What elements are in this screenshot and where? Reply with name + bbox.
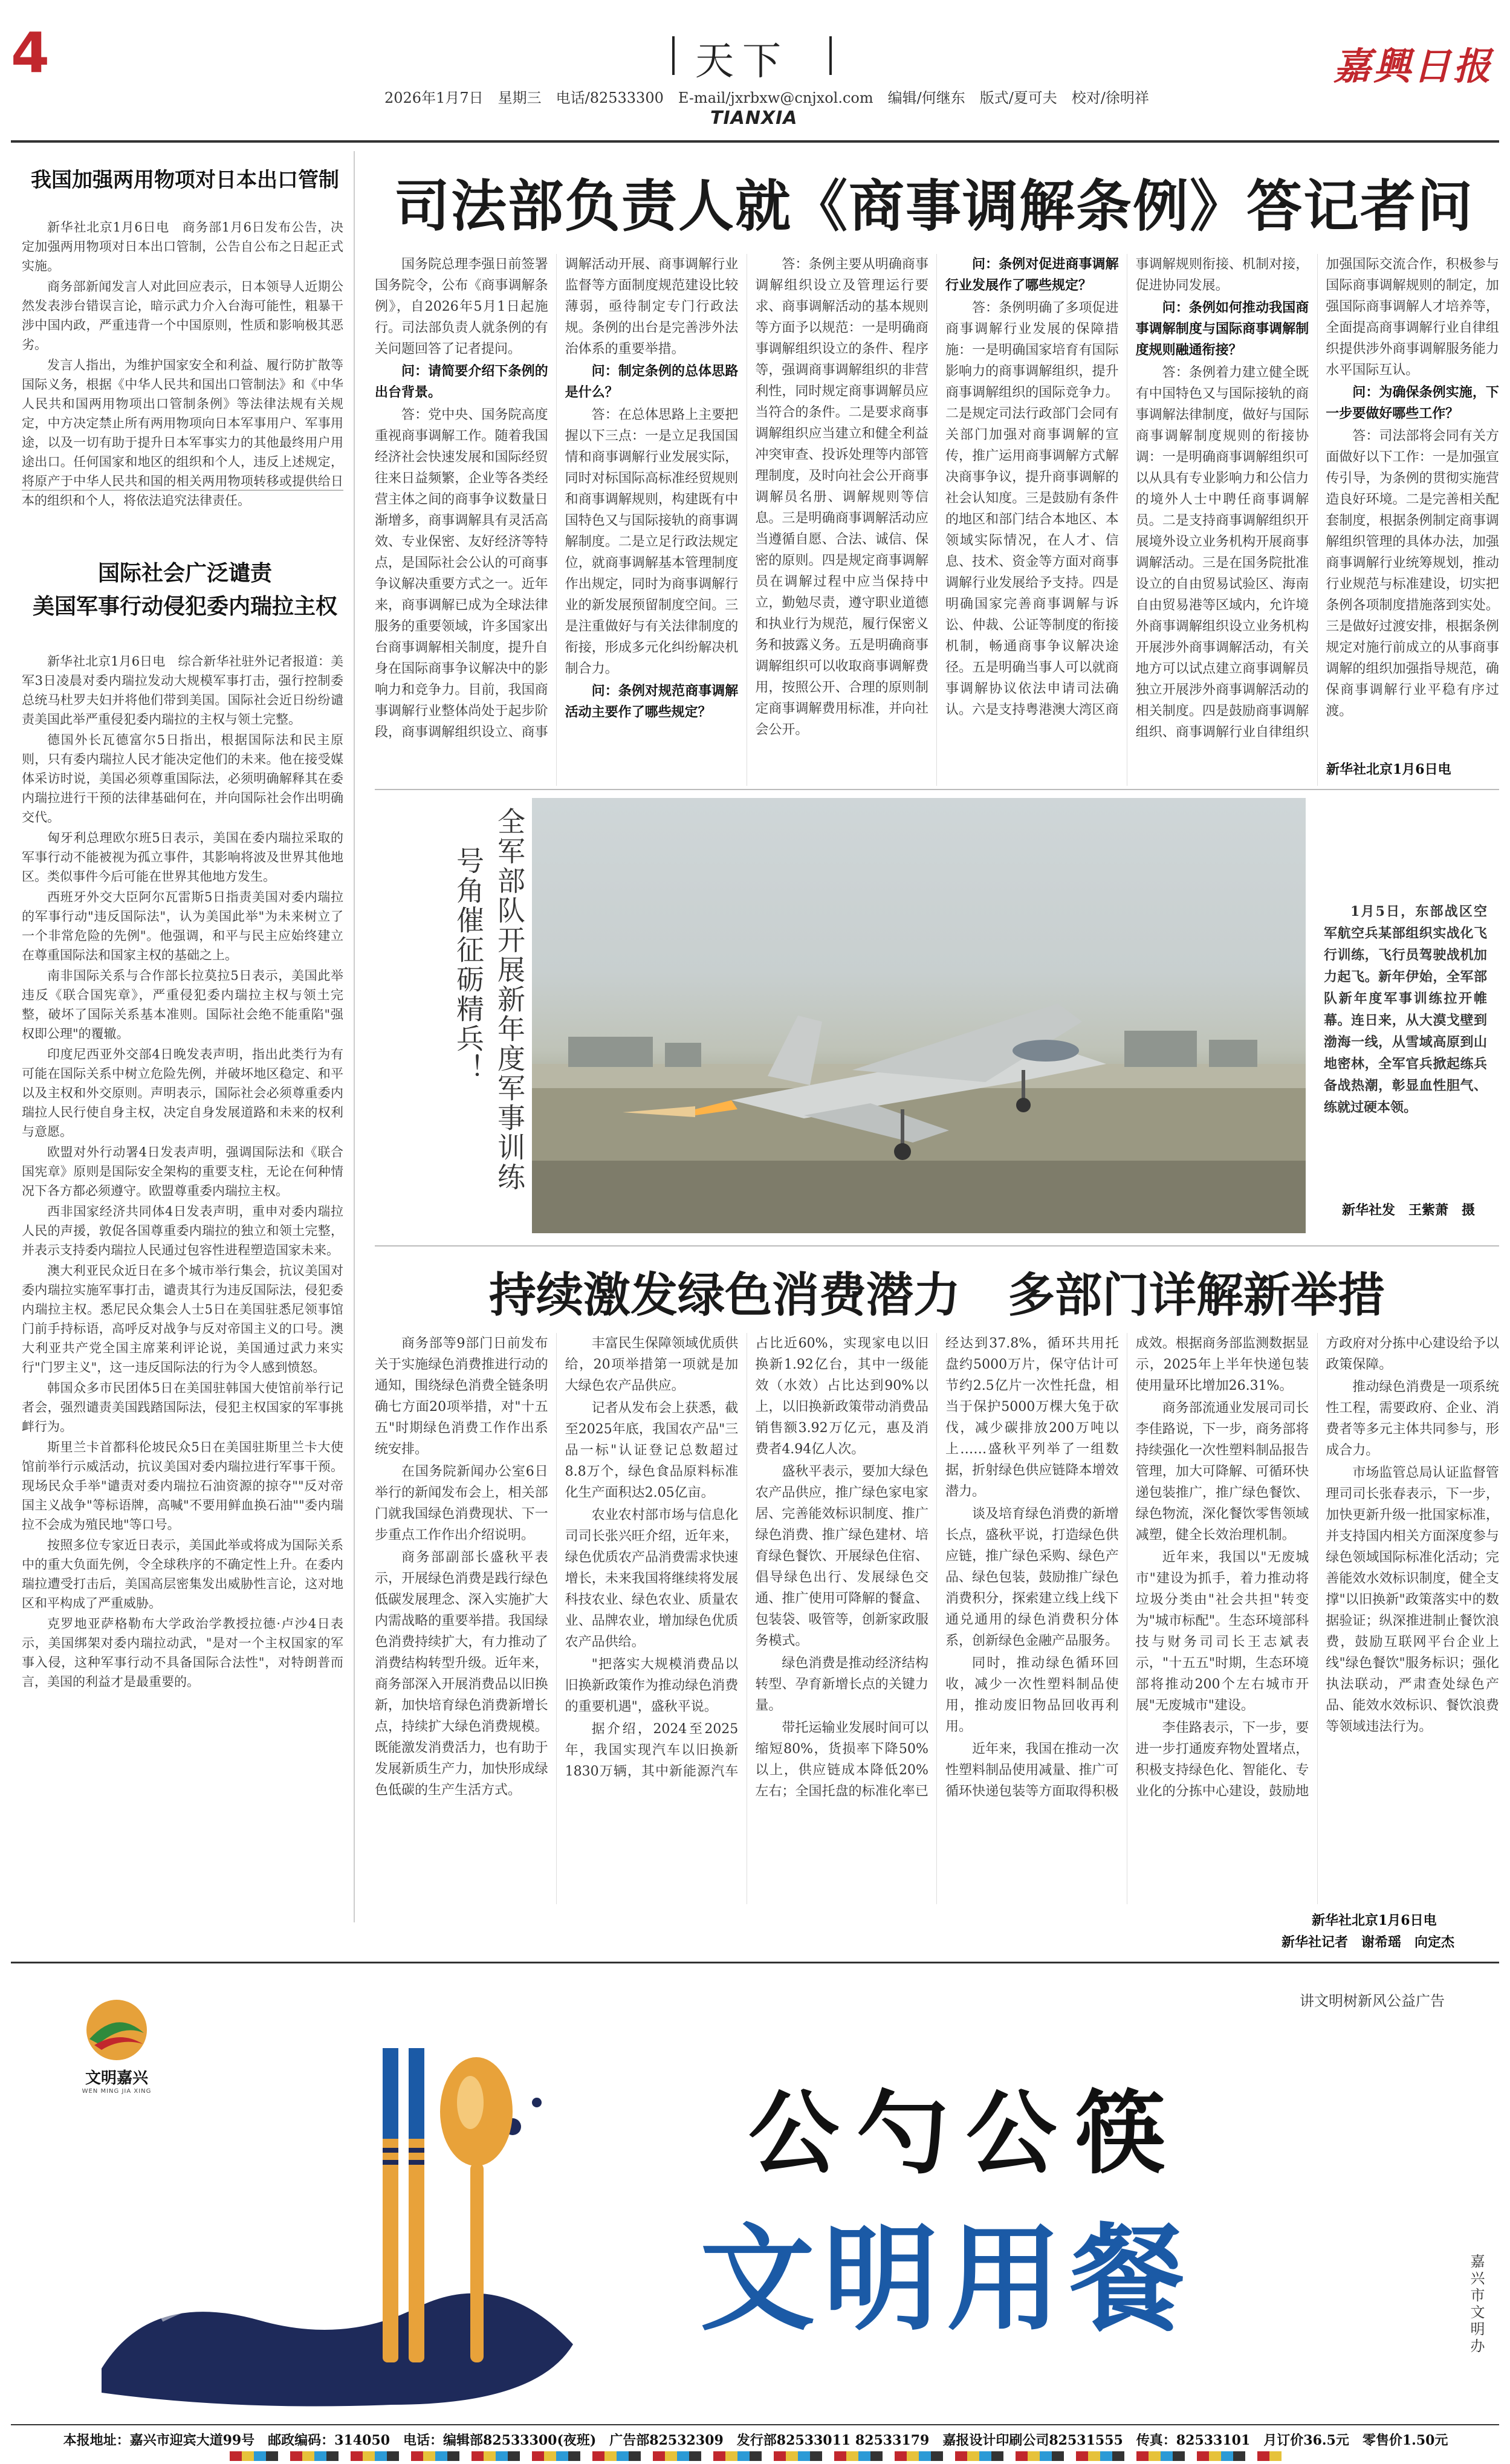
article-venezuela-title-line2: 美国军事行动侵犯委内瑞拉主权 <box>32 594 337 619</box>
ad-top-rule <box>11 1962 1499 1963</box>
second-article-title: 持续激发绿色消费潜力 多部门详解新举措 <box>488 1268 1385 1323</box>
photo-credit: 新华社发 王紫萧 摄 <box>1342 1202 1476 1218</box>
question: 问：条例对促进商事调解行业发展作了哪些规定？ <box>945 256 1119 293</box>
paragraph: 印度尼西亚外交部4日晚发表声明，指出此类行为有可能在国际关系中树立危险先例，并破坏地区稳定、和平以及主权和外交原则。声明表示，国际社会必须尊重委内瑞拉人民行使自身主权，决定自身发展道路和未来的权利与意愿。 <box>22 1047 343 1139</box>
paragraph: 西非国家经济共同体4日发表声明，重申对委内瑞拉人民的声援，敦促各国尊重委内瑞拉的独立和领土完整，并表示支持委内瑞拉人民通过包容性进程塑造国家未来。 <box>22 1204 343 1257</box>
paragraph: 南非国际关系与合作部长拉莫拉5日表示，美国此举违反《联合国宪章》，严重侵犯委内瑞拉主权与领土完整，破坏了国际关系基本准则。国际社会绝不能重陷"强权即公理"的覆辙。 <box>22 968 343 1041</box>
paragraph: 丰富民生保障领域优质供给，20项举措第一项就是加大绿色农产品供应。 <box>565 1336 739 1393</box>
left-column-divider <box>354 151 355 1922</box>
question: 问：条例对规范商事调解活动主要作了哪些规定？ <box>565 683 739 720</box>
paragraph: 韩国众多市民团体5日在美国驻韩国大使馆前举行记者会，强烈谴责美国践踏国际法，侵犯主权国家的军事挑衅行为。 <box>22 1381 343 1434</box>
paragraph: 克罗地亚萨格勒布大学政治学教授拉德·卢沙4日表示，美国绑架对委内瑞拉动武，"是对一个主权国家的军事入侵，这种军事行动不具备国际合法性"，对特朗普而言，美国的利益才是最重要的。 <box>22 1616 343 1689</box>
paragraph: 答：条例明确了多项促进商事调解行业发展的保障措施：一是明确国家培育有国际影响力的商事调解组织，提升商事调解组织的国际竞争力。二是规定司法行政部门会同有关部门加强对商事调解的宣传，推广运用商事调解方式解决商事争议，提升商事调解的社会认知度。三是鼓励有条件的地区和部门结合本地区、本领域实际情况，在人才、信息、技术、资金等方面对商事调解行业发展给予支持。四是明确国家完善商事调解与诉讼、仲裁、公证等制度的衔接机制，畅通商事争议解决途径。五是明确当事人可以就商事调解协议依法申请司法确认。六是支持粤港澳大湾区商事调解规则衔接、机制对接，促进协同发展。 <box>945 257 1309 718</box>
paragraph: 按照多位专家近日表示，美国此举或将成为国际关系中的重大负面先例，令全球秩序的不确定性上升。在委内瑞拉遭受打击后，美国高层密集发出威胁性言论，这对地区和平构成了严重威胁。 <box>22 1538 343 1610</box>
paragraph: 商务部新闻发言人对此回应表示，日本领导人近期公然发表涉台错误言论，暗示武力介入台海可能性，粗暴干涉中国内政，严重违背一个中国原则，性质和影响极其恶劣。 <box>22 279 343 352</box>
paragraph: 匈牙利总理欧尔班5日表示，美国在委内瑞拉采取的军事行动不能被视为孤立事件，其影响将波及世界其他地区。类似事件今后可能在世界其他地方发生。 <box>22 831 343 884</box>
left-article-divider <box>22 490 343 491</box>
ad-sponsor: 嘉兴市文明办 <box>1468 2254 1485 2355</box>
jet-photo <box>532 798 1306 1233</box>
paragraph: 绿色消费是推动经济结构转型、孕育新增长点的关键力量。 <box>755 1656 928 1713</box>
section-pinyin: TIANXIA <box>710 108 798 129</box>
paragraph: 市场监管总局认证监督管理司司长张春表示，下一步，加快更新升级一批国家标准，并支持国内相关方面深度参与绿色领域国际标准化活动；完善能效水效标识制度，健全支撑"以旧换新"政策落实中的数据验证；纵深推进制止餐饮浪费，鼓励互联网平台企业上线"绿色餐饮"服务标识；强化执法联动，严肃查处绿色产品、能效水效标识、餐饮浪费等领域违法行为。 <box>1326 1465 1499 1734</box>
paragraph: 西班牙外交大臣阿尔瓦雷斯5日指责美国对委内瑞拉的军事行动"违反国际法"，认为美国此举"为未来树立了一个非常危险的先例"。他强调，和平与民主应始终建立在尊重国际法和国家主权的基础之上。 <box>22 890 343 962</box>
paragraph: 在国务院新闻办公室6日举行的新闻发布会上，相关部门就我国绿色消费现状、下一步重点工作作出介绍说明。 <box>375 1464 548 1543</box>
article-venezuela-title-line1: 国际社会广泛谴责 <box>97 560 272 586</box>
paragraph: 欧盟对外行动署4日发表声明，强调国际法和《联合国宪章》原则是国际安全架构的重要支柱，无论在何种情况下各方都必须遵守。欧盟尊重委内瑞拉主权。 <box>22 1145 343 1198</box>
paragraph: 答：在总体思路上主要把握以下三点：一是立足我国国情和商事调解行业发展实际，同时对标国际高标准经贸规则和商事调解规则，构建既有中国特色又与国际接轨的商事调解制度。二是立足行政法规定位，就商事调解基本管理制度作出规定，同时为商事调解行业的新发展预留制度空间。三是注重做好与有关法律制度的衔接，形成多元化纠纷解决机制合力。 <box>565 407 739 676</box>
paragraph: 商务部流通业发展司司长李佳路说，下一步，商务部将持续强化一次性塑料制品报告管理，加大可降解、可循环快递包装推广，推广绿色餐饮、绿色物流，深化餐饮零售领域减塑，健全长效治理机制。 <box>1135 1401 1309 1543</box>
question: 问：制定条例的总体思路是什么？ <box>565 363 739 400</box>
footer-rule <box>11 2424 1499 2425</box>
paragraph: 记者从发布会上获悉，截至2025年底，我国农产品"三品一标"认证登记总数超过8.8万个，绿色食品原料标准化生产面积达2.05亿亩。 <box>565 1401 739 1500</box>
color-registration-bar <box>230 2451 1282 2461</box>
paragraph: 发言人指出，为维护国家安全和利益、履行防扩散等国际义务，根据《中华人民共和国出口管制法》和《中华人民共和国两用物项出口管制条例》等法律法规有关规定，中方决定禁止所有两用物项向日本军事用户、军事用途，以及一切有助于提升日本军事实力的其他最终用户用途出口。任何国家和地区的组织和个人，违反上述规定，将原产于中华人民共和国的相关两用物项转移或提供给日本的组织和个人，将依法追究法律责任。 <box>22 358 343 508</box>
main-article-body <box>375 254 1499 786</box>
section-title: 天下 <box>695 39 789 84</box>
photo-bottom-rule <box>375 1245 1499 1247</box>
photo-title-line2: 号角催征砺精兵！ <box>452 846 485 1083</box>
article-venezuela-body <box>22 652 343 1921</box>
question: 问：为确保条例实施，下一步要做好哪些工作？ <box>1326 384 1499 421</box>
paragraph: 新华社北京1月6日电 综合新华社驻外记者报道：美军3日凌晨对委内瑞拉发动大规模军事打击，强行控制委总统马杜罗夫妇并将他们带到美国。国际社会近日纷纷谴责美国此举严重侵犯委内瑞拉的主权与领土完整。 <box>22 654 343 727</box>
paragraph: 答：党中央、国务院高度重视商事调解工作。随着我国经济社会快速发展和国际经贸往来日益频繁，企业等各类经营主体之间的商事争议数量日渐增多，商事调解具有灵活高效、专业保密、友好经济等特点，是国际社会公认的可商事争议解决重要方式之一。近年来，商事调解已成为全球法律服务的重要领域，许多国家出台商事调解相关制度，提升自身在国际商事争议解决中的影响力和竞争力。目前，我国商事调解行业整体尚处于起步阶段，商事调解组织设立、商事调解活动开展、商事调解行业监督等方面制度规范建设比较薄弱，亟待制定专门行政法规。条例的出台是完善涉外法治体系的重要举措。 <box>375 257 739 740</box>
paragraph: 农业农村部市场与信息化司司长张兴旺介绍，近年来，绿色优质农产品消费需求快速增长，未来我国将继续将发展科技农业、绿色农业、质量农业、品牌农业，增加绿色优质农产品供给。 <box>565 1508 739 1650</box>
main-article-byline: 新华社北京1月6日电 <box>1324 759 1454 778</box>
second-article-byline1: 新华社北京1月6日电 <box>1312 1910 1437 1929</box>
footer-info: 本报地址：嘉兴市迎宾大道99号 邮政编码：314050 电话：编辑部82533300(夜班) 广告部82532309 发行部82533011 82533179 嘉报设计印刷公司82531555 传真：82533101 月订价36.5元 零售价1.50元 <box>63 2433 1448 2448</box>
paragraph: 新华社北京1月6日电 商务部1月6日发布公告，决定加强两用物项对日本出口管制，公告自公布之日起正式实施。 <box>22 220 343 273</box>
page-number: 4 <box>11 21 50 85</box>
ad-tag: 讲文明树新风公益广告 <box>1300 1992 1445 2009</box>
paragraph: 推动绿色消费是一项系统性工程，需要政府、企业、消费者等多元主体共同参与，形成合力。 <box>1326 1380 1499 1458</box>
paragraph: 谈及培育绿色消费的新增长点，盛秋平说，打造绿色供应链，推广绿色采购、绿色产品、绿色包装，鼓励推广绿色消费积分，探索建立线上线下通兑通用的绿色消费积分体系，创新绿色金融产品服务。 <box>945 1506 1119 1649</box>
paragraph: 答：条例着力建立健全既有中国特色又与国际接轨的商事调解法律制度，做好与国际商事调解制度规则的衔接协调：一是明确商事调解组织可以从具有专业影响力和公信力的境外人士中聘任商事调解员。二是支持商事调解组织开展境外设立业务机构开展商事调解活动。三是在国务院批准设立的自由贸易试验区、海南自由贸易港等区域内，允许境外商事调解组织设立业务机构开展涉外商事调解活动，有关地方可以试点建立商事调解员独立开展涉外商事调解活动的相关制度。四是鼓励商事调解组织、商事调解行业自律组织加强国际交流合作，积极参与国际商事调解规则的制定，加强国际商事调解人才培养等，全面提高商事调解行业自律组织提供涉外商事调解服务能力水平国际互认。 <box>1135 257 1499 740</box>
paragraph: 澳大利亚民众近日在多个城市举行集会，抗议美国对委内瑞拉实施军事打击，谴责其行为违反国际法，侵犯委内瑞拉主权。悉尼民众集会人士5日在美国驻悉尼领事馆门前手持标语，高呼反对战争与反对帝国主义的口号。澳大利亚共产党全国主席莱利评论说，美国通过武力来实行"门罗主义"，这一违反国际法的行为令人感到愤怒。 <box>22 1263 343 1375</box>
paragraph: 李佳路表示，下一步，要进一步打通废弃物处置堵点，积极支持绿色化、智能化、专业化的分拣中心建设，鼓励地方政府对分拣中心建设给予以政策保障。 <box>1135 1336 1499 1799</box>
question: 问：条例如何推动我国商事调解制度与国际商事调解制度规则融通衔接？ <box>1135 300 1309 358</box>
ad-logo-pinyin: WEN MING JIA XING <box>82 2088 152 2095</box>
chopsticks-spoon-illustration <box>77 2006 621 2417</box>
ad-slogan-2: 文明用餐 <box>700 2213 1194 2346</box>
paragraph: 同时，推动绿色循环回收，减少一次性塑料制品使用，推动废旧物品回收再利用。 <box>945 1656 1119 1734</box>
paragraph: "把落实大规模消费品以旧换新政策作为推动绿色消费的重要机遇"，盛秋平说。 <box>565 1657 739 1714</box>
paragraph: 带托运输业发展时间可以缩短80%，货损率下降50%以上，供应链成本降低20%左右；全国托盘的标准化率已经达到37.8%，循环共用托盘约5000万片，保守估计可节约2.5亿片一次性托盘，相当于保护5000万棵大兔于砍伐，减少碳排放200万吨以上……盛秋平列举了一组数据，折射绿色供应链降本增效潜力。 <box>755 1336 1119 1799</box>
paragraph: 斯里兰卡首都科伦坡民众5日在美国驻斯里兰卡大使馆前举行示威活动，抗议美国对委内瑞拉进行军事干预。现场民众手举"谴责对委内瑞拉石油资源的掠夺""反对帝国主义战争"等标语牌，高喊"不要用鲜血换石油""委内瑞拉不会成为殖民地"等口号。 <box>22 1440 343 1532</box>
second-article-body <box>375 1333 1499 1904</box>
ad-banner <box>11 1970 1499 2420</box>
section-divider-left <box>672 36 675 75</box>
main-article-title: 司法部负责人就《商事调解条例》答记者问 <box>394 173 1474 239</box>
paragraph: 盛秋平表示，要加大绿色农产品供应，推广绿色家电家居、完善能效标识制度、推广绿色消费、推广绿色建材、培育绿色餐饮、开展绿色住宿、倡导绿色出行、发展绿色交通、推广使用可降解的餐盒、包装袋、吸管等，创新家政服务模式。 <box>755 1464 928 1649</box>
article-export-control-body <box>22 218 343 508</box>
newspaper-logo: 嘉興日报 <box>1333 44 1494 88</box>
paragraph: 近年来，我国在推动一次性塑料制品使用减量、推广可循环快递包装等方面取得积极成效。根据商务部监测数据显示，2025年上半年快递包装使用量环比增加26.31%。 <box>945 1336 1309 1799</box>
paragraph: 国务院总理李强日前签署国务院令，公布《商事调解条例》，自2026年5月1日起施行。司法部负责人就条例的有关问题回答了记者提问。 <box>375 257 548 357</box>
question: 问：请简要介绍下条例的出台背景。 <box>375 363 548 400</box>
photo-caption: 1月5日，东部战区空军航空兵某部组织实战化飞行训练，飞行员驾驶战机加力起飞。新年伊始，全军部队新年度军事训练拉开帷幕。连日来，从大漠戈壁到渤海一线，从雪域高原到山地密林，全军官兵掀起练兵备战热潮，彰显血性胆气、练就过硬本领。 <box>1324 904 1487 1115</box>
second-article-byline2: 新华社记者 谢希瑶 向定杰 <box>1282 1932 1454 1951</box>
paragraph: 答：司法部将会同有关方面做好以下工作：一是加强宣传引导，为条例的贯彻实施营造良好环境。二是完善相关配套制度，根据条例制定商事调解组织管理的具体办法，加强商事调解行业统筹规划，推动行业规范与标准建设，切实把条例各项制度措施落到实处。三是做好过渡安排，根据条例规定对施行前成立的从事商事调解的组织加强指导规范，确保商事调解行业平稳有序过渡。 <box>1326 429 1499 719</box>
paragraph: 近年来，我国以"无废城市"建设为抓手，着力推动将垃圾分类由"社会共担"转变为"城市标配"。生态环境部科技与财务司司长王志斌表示，"十五五"时期，生态环境部将推动200个左右城市开展"无废城市"建设。 <box>1135 1550 1309 1713</box>
photo-top-rule <box>375 789 1499 790</box>
masthead-rule <box>11 140 1499 143</box>
paragraph: 据介绍，2024至2025年，我国实现汽车以旧换新1830万辆，其中新能源汽车占比近60%，实现家电以旧换新1.92亿台，其中一级能效（水效）占比达到90%以上，以旧换新政策带动消费品销售额3.92万亿元，惠及消费者4.94亿人次。 <box>565 1336 928 1779</box>
masthead-info: 2026年1月7日 星期三 电话/82533300 E-mail/jxrbxw@cnjxol.com 编辑/何继东 版式/夏可夫 校对/徐明祥 <box>384 89 1149 106</box>
section-divider-right <box>829 36 832 75</box>
paragraph: 商务部副部长盛秋平表示，开展绿色消费是践行绿色低碳发展理念、深入实施扩大内需战略的重要举措。我国绿色消费持续扩大，有力推动了消费结构转型升级。近年来，商务部深入开展消费品以旧换新，加快培育绿色消费新增长点，持续扩大绿色消费规模。既能激发消费活力，也有助于发展新质生产力，加快形成绿色低碳的生产生活方式。 <box>375 1550 548 1798</box>
ad-slogan-1: 公勺公筷 <box>748 2081 1184 2187</box>
article-export-control-title: 我国加强两用物项对日本出口管制 <box>31 168 339 192</box>
paragraph: 商务部等9部门日前发布关于实施绿色消费推进行动的通知，围绕绿色消费全链条明确七方面20项举措，对"十五五"时期绿色消费工作作出系统安排。 <box>375 1336 548 1457</box>
ad-logo-text: 文明嘉兴 <box>85 2069 148 2087</box>
paragraph: 答：条例主要从明确商事调解组织设立及管理运行要求、商事调解活动的基本规则等方面予以规范：一是明确商事调解组织设立的条件、程序等，强调商事调解组织的非营利性，同时规定商事调解员应当符合的条件。二是要求商事调解组织应当建立和健全利益冲突审查、投诉处理等内部管理制度，及时向社会公开商事调解员名册、调解规则等信息。三是明确商事调解活动应当遵循自愿、合法、诚信、保密的原则。四是规定商事调解员在调解过程中应当保持中立，勤勉尽责，遵守职业道德和执业行为规范，履行保密义务和披露义务。五是明确商事调解组织可以收取商事调解费用，按照公开、合理的原则制定商事调解费用标准，并向社会公开。 <box>755 257 928 738</box>
fighter-jet-illustration <box>532 798 1306 1233</box>
paragraph: 德国外长瓦德富尔5日指出，根据国际法和民主原则，只有委内瑞拉人民才能决定他们的未来。他在接受媒体采访时说，美国必须尊重国际法，必须明确解释其在委内瑞拉进行干预的法律基础何在，并向国际社会作出明确交代。 <box>22 733 343 825</box>
photo-title-line1: 全军部队开展新年度军事训练 <box>493 807 526 1192</box>
